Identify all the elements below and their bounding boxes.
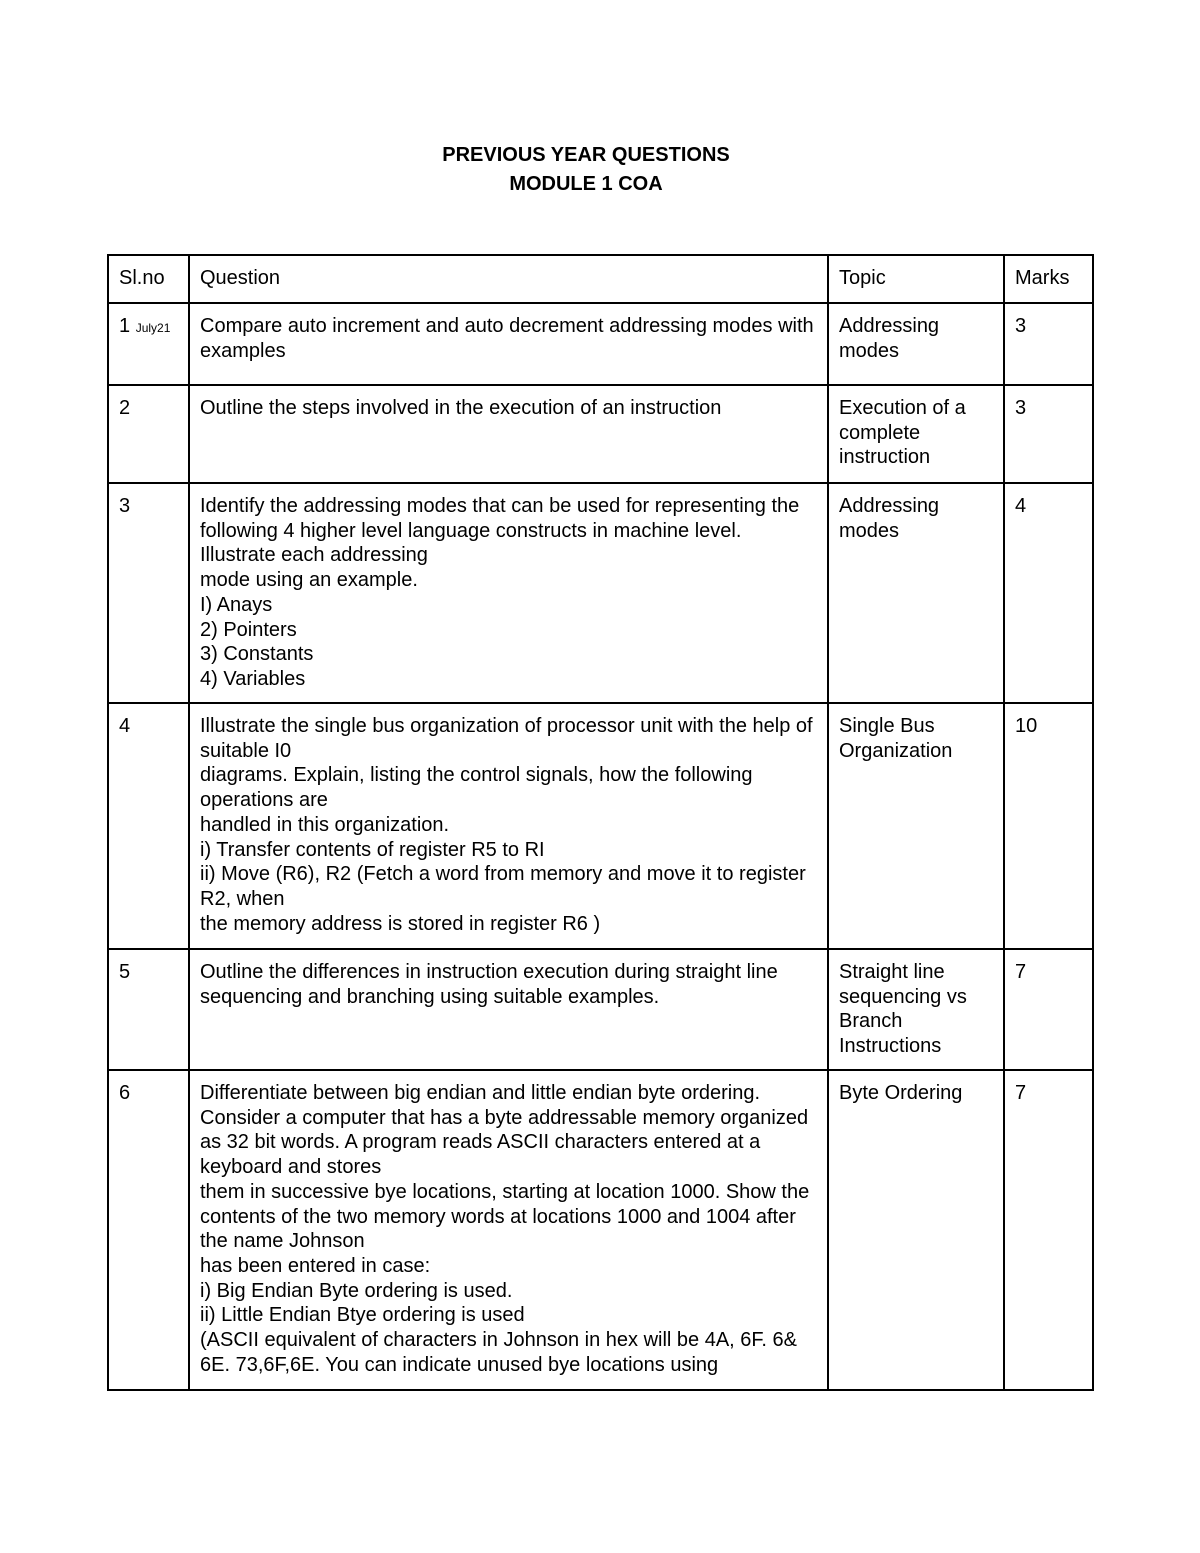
row-question	[189, 1070, 828, 1390]
questions-table	[107, 254, 1094, 1391]
row-marks: 3	[1004, 385, 1093, 483]
question-line: the memory address is stored in register R6 )	[200, 912, 601, 935]
row-marks: 10	[1004, 703, 1093, 949]
row-slno	[108, 703, 189, 949]
question-line: I) Anays	[200, 593, 273, 616]
row-marks: 4	[1004, 483, 1093, 703]
header-topic: Topic	[828, 255, 1004, 303]
question-line: mode using an example.	[200, 569, 418, 592]
question-line: (ASCII equivalent of characters in Johnson in hex will be 4A, 6F. 6& 6E. 73,6F,6E. You can indicate unused bye locations using	[200, 1329, 797, 1376]
row-topic: Addressing modes	[828, 483, 1004, 703]
question-line: Identify the addressing modes that can be used for representing the following 4 higher level language constructs in machine level. Illustrate each addressing	[200, 495, 800, 567]
table-row	[108, 483, 1093, 703]
question-line: diagrams. Explain, listing the control signals, how the following operations are	[200, 764, 753, 812]
slno-value: 6	[119, 1082, 131, 1104]
question-line: has been entered in case:	[200, 1254, 431, 1277]
row-topic: Single Bus Organization	[828, 703, 1004, 949]
question-line: Differentiate between big endian and little endian byte ordering. Consider a computer that has a byte addressable memory organized as 32 bit words. A program reads ASCII characters entered at a keyboard and stores	[200, 1082, 809, 1179]
row-question	[189, 703, 828, 949]
row-topic: Byte Ordering	[828, 1070, 1004, 1390]
row-slno	[108, 385, 189, 483]
slno-note: July21	[135, 321, 171, 335]
question-line: 2) Pointers	[200, 618, 297, 641]
question-line: handled in this organization.	[200, 813, 450, 836]
row-slno	[108, 483, 189, 703]
question-line: Illustrate the single bus organization of processor unit with the help of suitable I0	[200, 715, 813, 762]
table-row	[108, 385, 1093, 483]
row-slno	[108, 303, 189, 385]
table-row	[108, 949, 1093, 1070]
row-slno	[108, 1070, 189, 1390]
question-line: i) Transfer contents of register R5 to RI	[200, 838, 545, 861]
row-topic: Addressing modes	[828, 303, 1004, 385]
table-row	[108, 703, 1093, 949]
document-title	[0, 141, 1172, 199]
row-slno	[108, 949, 189, 1070]
row-question	[189, 303, 828, 385]
question-line: i) Big Endian Byte ordering is used.	[200, 1279, 513, 1302]
question-line: Compare auto increment and auto decrement addressing modes with examples	[200, 315, 814, 362]
table-header-row	[108, 255, 1093, 303]
table-row	[108, 303, 1093, 385]
question-line: 3) Constants	[200, 643, 314, 666]
title-line-1: PREVIOUS YEAR QUESTIONS	[442, 144, 730, 166]
slno-value: 3	[119, 495, 131, 517]
header-slno: Sl.no	[108, 255, 189, 303]
title-line-2: MODULE 1 COA	[509, 173, 663, 195]
question-line: ii) Move (R6), R2 (Fetch a word from memory and move it to register R2, when	[200, 863, 806, 910]
question-line: ii) Little Endian Btye ordering is used	[200, 1304, 525, 1327]
question-line: Outline the steps involved in the execution of an instruction	[200, 397, 722, 419]
row-question	[189, 483, 828, 703]
header-question: Question	[189, 255, 828, 303]
header-marks: Marks	[1004, 255, 1093, 303]
question-line: Outline the differences in instruction execution during straight line sequencing and branching using suitable examples.	[200, 961, 778, 1008]
slno-value: 4	[119, 715, 131, 737]
slno-value: 2	[119, 397, 131, 419]
question-line: them in successive bye locations, starting at location 1000. Show the contents of the two memory words at locations 1000 and 1004 after the name Johnson	[200, 1180, 810, 1253]
slno-value: 1	[119, 315, 131, 337]
question-line: 4) Variables	[200, 667, 306, 690]
row-topic: Execution of a complete instruction	[828, 385, 1004, 483]
row-marks: 3	[1004, 303, 1093, 385]
row-question	[189, 385, 828, 483]
row-marks: 7	[1004, 1070, 1093, 1390]
table-row	[108, 1070, 1093, 1390]
row-marks: 7	[1004, 949, 1093, 1070]
row-topic: Straight line sequencing vs Branch Instructions	[828, 949, 1004, 1070]
slno-value: 5	[119, 961, 131, 983]
row-question	[189, 949, 828, 1070]
